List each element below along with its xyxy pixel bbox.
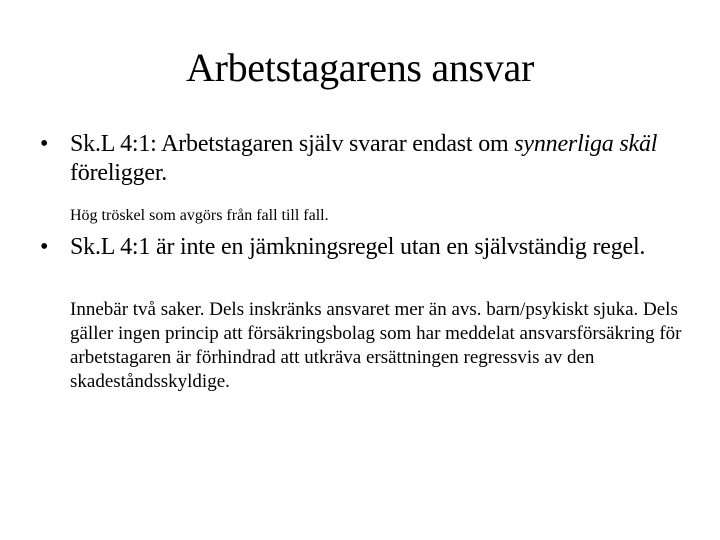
bullet-item [40,233,700,262]
bullet-text: Sk.L 4:1 är inte en jämkningsregel utan en självständig regel. [70,234,646,260]
bullet-text-end: föreligger. [70,160,168,186]
bullet-item [40,130,700,188]
bullet-text-emphasis: synnerliga skäl [514,131,658,157]
bullet-text-start: Sk.L 4:1: Arbetstagaren själv svarar endast om [70,131,515,157]
sub-bullet-text: Hög tröskel som avgörs från fall till fall. [70,207,329,224]
sub-bullet-text: Innebär två saker. Dels inskränks ansvaret mer än avs. barn/psykiskt sjuka. Dels gäller ingen princip att försäkringsbolag som har meddelat ansvarsförsäkring för arbetstagaren är förhindrad att utkräva ersättningen regressvis av den skadeståndsskyldige. [70,299,682,392]
slide-title: Arbetstagarens ansvar [186,45,534,90]
bullet-text [70,130,700,188]
bullet-marker: • [40,131,49,157]
bullet-marker: • [40,234,49,260]
